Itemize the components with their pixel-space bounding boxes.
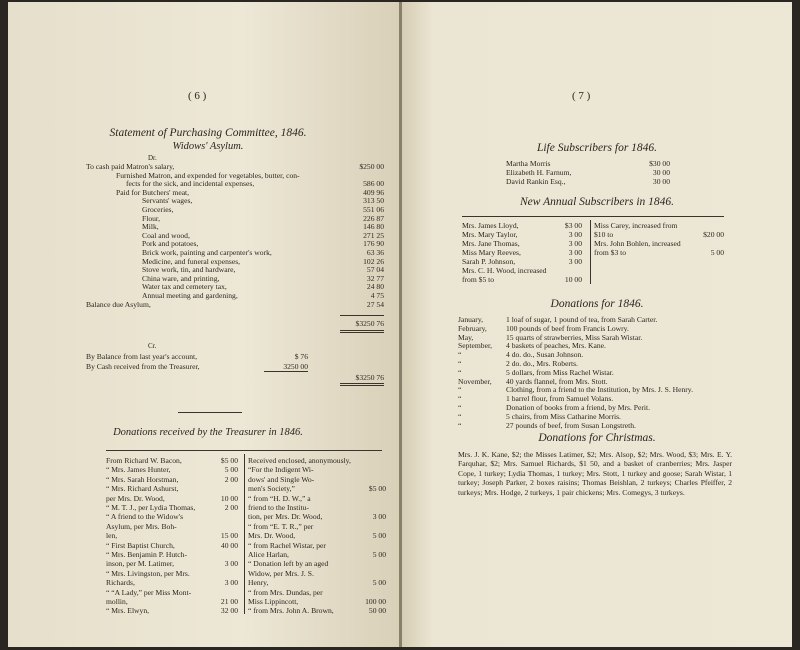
new-subscribers-divider [590,220,591,284]
dr-row-text: Flour, [142,213,161,223]
treasurer-donation-b-text: Widow, per Mrs. J. S. [248,568,314,578]
donation-1846-month: May, [458,332,474,342]
treasurer-donation-a-text: Asylum, per Mrs. Boh- [106,521,177,531]
donation-1846-text: 2 do. do., Mrs. Roberts. [506,359,578,368]
new-subscriber-b-text: $10 to [594,230,614,239]
dr-row-text: Groceries, [142,205,174,214]
treasurer-donation-a-amount: 2 00 [224,474,238,484]
dr-row-text: Milk, [142,222,159,232]
new-subscriber-a-text: Mrs. Mary Taylor, [462,230,518,239]
treasurer-donation-a-amount: 2 00 [224,503,238,512]
dr-total-rule [340,315,384,316]
donation-1846-month: January, [458,315,484,324]
dr-row-amount: 57 04 [366,265,384,275]
donation-1846-text: 100 pounds of beef from Francis Lowry. [506,323,629,333]
dr-row-amount: 176 90 [363,239,384,249]
new-subscriber-a-amount: 3 00 [568,230,582,239]
treasurer-donation-a-text: inson, per M. Latimer, [106,559,175,569]
new-subscriber-a-amount: 3 00 [568,257,582,266]
donations-top-rule [106,450,382,451]
cr-subtotal-rule [264,371,308,372]
treasurer-donation-b-text: tion, per Mrs. Dr. Wood, [248,512,323,522]
new-subscriber-a-text: from $5 to [462,275,495,284]
section-divider [178,412,242,413]
treasurer-donation-b-text: Alice Harlan, [248,550,289,559]
dr-row-text: Servants' wages, [142,196,193,206]
dr-row-text: Coal and wood, [142,230,190,240]
dr-row-amount: $250 00 [359,162,384,171]
new-subscriber-a-amount: 3 00 [568,239,582,248]
treasurer-donation-a-text: “ Mrs. Benjamin P. Hutch- [106,550,187,559]
life-subscriber-amount: 30 00 [652,168,670,177]
dr-row-text: Paid for Butchers' meat, [116,187,190,197]
dr-row-amount: 226 87 [363,213,384,223]
treasurer-donation-a-text: mollin, [106,597,128,606]
cr-row-text: By Cash received from the Treasurer, [86,361,200,371]
new-subscriber-a-amount: $3 00 [564,221,582,230]
treasurer-donation-a-amount: 10 00 [220,493,238,503]
donations-column-divider [244,454,245,614]
cr-row-amount: 3250 00 [283,361,308,371]
treasurer-donation-a-text: “ Mrs. Elwyn, [106,606,150,616]
treasurer-donation-a-amount: 32 00 [220,606,238,616]
donation-1846-text: 15 quarts of strawberries, Miss Sarah Wistar. [506,332,643,342]
new-subscriber-b-text: Miss Carey, increased from [594,221,678,230]
donation-1846-text: 4 baskets of peaches, Mrs. Kane. [506,341,606,351]
treasurer-donation-a-text: per Mrs. Dr. Wood, [106,493,165,503]
dr-row-text: Furnished Matron, and expended for vegetables, butter, con- [116,170,300,180]
donation-1846-text: Clothing, from a friend to the Institution, by Mrs. J. S. Henry. [506,385,694,395]
statement-title: Statement of Purchasing Committee, 1846. [109,127,307,139]
dr-row-amount: 586 00 [363,179,384,189]
treasurer-donation-b-text: “ from Mrs. John A. Brown, [248,606,334,616]
treasurer-donation-a-amount: 21 00 [220,597,238,606]
treasurer-donation-b-amount: 5 00 [372,578,386,588]
dr-row-text: Brick work, painting and carpenter's work, [142,248,272,257]
new-subscriber-b-text: Mrs. John Bohlen, increased [594,239,681,248]
life-subscriber-text: Martha Morris [506,159,551,168]
treasurer-donation-b-text: “ Donation left by an aged [248,559,329,569]
cr-total: $3250 76 [355,373,384,382]
treasurer-donation-b-text: dows' and Single Wo- [248,474,315,484]
new-subscriber-a-text: Mrs. James Lloyd, [462,221,519,230]
new-subscriber-a-text: Mrs. C. H. Wood, increased [462,266,547,275]
new-subscribers-title: New Annual Subscribers in 1846. [519,196,675,208]
new-subscribers-rule [462,216,724,217]
dr-row-amount: 551 06 [363,205,384,214]
dr-row-text: Pork and potatoes, [142,239,199,249]
treasurer-donation-b-amount: 100 00 [365,597,386,606]
treasurer-donation-a-text: “ A friend to the Widow's [106,512,184,522]
dr-total: $3250 76 [355,319,384,328]
cr-row-text: By Balance from last year's account, [86,352,198,361]
treasurer-donation-a-text: “ Mrs. James Hunter, [106,465,171,475]
new-subscriber-a-amount: 3 00 [568,248,582,257]
donation-1846-text: 5 chairs, from Miss Catharine Morris. [506,411,621,421]
donation-1846-text: 27 pounds of beef, from Susan Longstreth. [506,420,636,430]
treasurer-donation-b-text: Mrs. Dr. Wood, [248,531,296,541]
treasurer-donation-b-amount: 5 00 [372,531,386,541]
life-subscriber-text: David Rankin Esq., [506,177,566,186]
life-subscribers-title: Life Subscribers for 1846. [536,142,658,154]
treasurer-donation-b-text: Henry, [248,578,269,588]
life-subscriber-amount: $30 00 [649,159,670,168]
donation-1846-text: Donation of books from a friend, by Mrs. Perit. [506,403,651,412]
treasurer-donation-b-amount: $5 00 [368,484,386,494]
treasurer-donation-a-text: “ First Baptist Church, [106,540,175,550]
donation-1846-month: November, [458,376,492,386]
dr-row-text: Medicine, and funeral expenses, [142,256,241,266]
christmas-donations-text: Mrs. J. K. Kane, $2; the Misses Latimer, $2; Mrs. Alsop, $2; Mrs. Wood, $3; Mrs. E. Y. Farquhar, $2; Mrs. Samuel Richards, $1 50, and a basket of cranberries; Mrs. Jasper Cope, 1 turkey; Lydia Thomas, 1 turkey; Mrs. Stott, 1 turkey and goose; Sarah Wistar, 1 turkey; Joseph Parker, 2 boxes raisins; Thomas Beishlan, 2 turkeys; Charles Pfeiffer, 2 turkeys; Mrs. Hodge, 2 turkeys, 1 pair chickens; Mrs. Comegys, 3 turkeys. [458,450,732,497]
treasurer-donation-b-text: “ from Mrs. Dundas, per [248,587,323,597]
new-subscriber-a-text: Miss Mary Reeves, [462,248,521,257]
treasurer-donation-b-text: friend to the Institu- [248,503,309,512]
donation-1846-month: “ [458,420,462,430]
donation-1846-month: “ [458,350,462,360]
donation-1846-text: 40 yards flannel, from Mrs. Stott. [506,376,608,386]
dr-row-amount: 146 80 [363,222,384,232]
treasurer-donation-b-text: “ from “E. T. R.,” per [248,521,314,531]
left-page [8,2,400,647]
donation-1846-month: September, [458,341,493,351]
treasurer-donation-a-amount: 3 00 [224,578,238,588]
dr-row-amount: 27 54 [366,299,384,309]
dr-row-text: Stove work, tin, and hardware, [142,265,236,275]
treasurer-donation-b-text: “ from “H. D. W.,” a [248,493,311,503]
treasurer-donation-a-text: “ “A Lady,” per Miss Mont- [106,587,192,597]
donation-1846-month: February, [458,323,487,333]
dr-row-amount: 32 77 [366,273,384,283]
page-number-left: ( 6 ) [188,90,207,102]
treasurer-donation-a-amount: $5 00 [220,456,238,465]
treasurer-donation-a-text: Richards, [106,578,135,588]
donation-1846-month: “ [458,403,462,412]
donation-1846-text: 1 loaf of sugar, 1 pound of tea, from Sarah Carter. [506,315,658,324]
donation-1846-text: 4 do. do., Susan Johnson. [506,350,584,360]
dr-row-text: China ware, and printing, [142,273,220,283]
dr-row-amount: 409 96 [363,187,384,197]
dr-total-double-rule [340,330,384,333]
right-page [402,2,792,647]
treasurer-donation-b-text: Miss Lippincott, [248,597,299,606]
donations-treasurer-title: Donations received by the Treasurer in 1846. [113,427,303,438]
treasurer-donation-a-amount: 40 00 [220,540,238,550]
treasurer-donation-a-text: “ Mrs. Livingston, per Mrs. [106,568,190,578]
new-subscriber-b-text: from $3 to [594,248,627,257]
cr-label: Cr. [148,342,157,350]
donations-1846-title: Donations for 1846. [550,298,644,310]
treasurer-donation-b-text: “ from Rachel Wistar, per [248,540,326,550]
treasurer-donation-a-text: “ M. T. J., per Lydia Thomas, [106,503,196,512]
treasurer-donation-a-amount: 5 00 [224,465,238,475]
treasurer-donation-a-amount: 3 00 [224,559,238,569]
donation-1846-month: “ [458,394,462,404]
dr-row-amount: 63 36 [366,248,384,257]
life-subscriber-amount: 30 00 [652,177,670,186]
dr-row-text: Balance due Asylum, [86,299,151,309]
new-subscriber-a-text: Sarah P. Johnson, [462,257,516,266]
dr-row-amount: 271 25 [363,230,384,240]
treasurer-donation-a-amount: 15 00 [220,531,238,541]
dr-row-text: fects for the sick, and incidental expenses, [126,179,255,189]
dr-label: Dr. [148,154,157,162]
treasurer-donation-a-text: From Richard W. Bacon, [106,456,182,465]
donation-1846-month: “ [458,411,462,421]
cr-total-double-rule [340,383,384,386]
treasurer-donation-a-text: len, [106,531,118,541]
statement-subtitle: Widows' Asylum. [172,141,244,152]
treasurer-donation-b-text: men's Society,” [248,484,295,494]
dr-row-text: To cash paid Matron's salary, [86,162,175,171]
open-book [8,2,792,647]
donation-1846-text: 1 barrel flour, from Samuel Volans. [506,394,614,404]
treasurer-donation-a-text: “ Mrs. Sarah Horstman, [106,474,179,484]
dr-row-amount: 102 26 [363,256,384,266]
dr-row-amount: 4 75 [370,291,384,300]
treasurer-donation-b-text: “For the Indigent Wi- [248,465,314,475]
treasurer-donation-b-text: Received enclosed, anonymously, [248,456,351,465]
dr-row-text: Annual meeting and gardening, [142,291,238,300]
new-subscriber-b-amount: $20 00 [703,230,724,239]
donation-1846-text: 5 dollars, from Miss Rachel Wistar. [506,367,614,377]
new-subscriber-b-amount: 5 00 [710,248,724,257]
christmas-donations-title: Donations for Christmas. [538,432,656,444]
treasurer-donation-b-amount: 50 00 [368,606,386,616]
treasurer-donation-b-amount: 3 00 [372,512,386,522]
dr-row-amount: 24 80 [366,282,384,292]
page-number-right: ( 7 ) [572,90,591,102]
new-subscriber-a-amount: 10 00 [564,275,582,284]
life-subscriber-text: Elizabeth H. Farnum, [506,168,572,177]
donation-1846-month: “ [458,385,462,395]
donation-1846-month: “ [458,367,462,377]
dr-row-text: Water tax and cemetery tax, [142,282,227,292]
treasurer-donation-a-text: “ Mrs. Richard Ashurst, [106,484,179,494]
dr-row-amount: 313 50 [363,196,384,206]
cr-row-amount: $ 76 [294,352,308,361]
treasurer-donation-b-amount: 5 00 [372,550,386,559]
new-subscriber-a-text: Mrs. Jane Thomas, [462,239,520,248]
donation-1846-month: “ [458,359,462,368]
